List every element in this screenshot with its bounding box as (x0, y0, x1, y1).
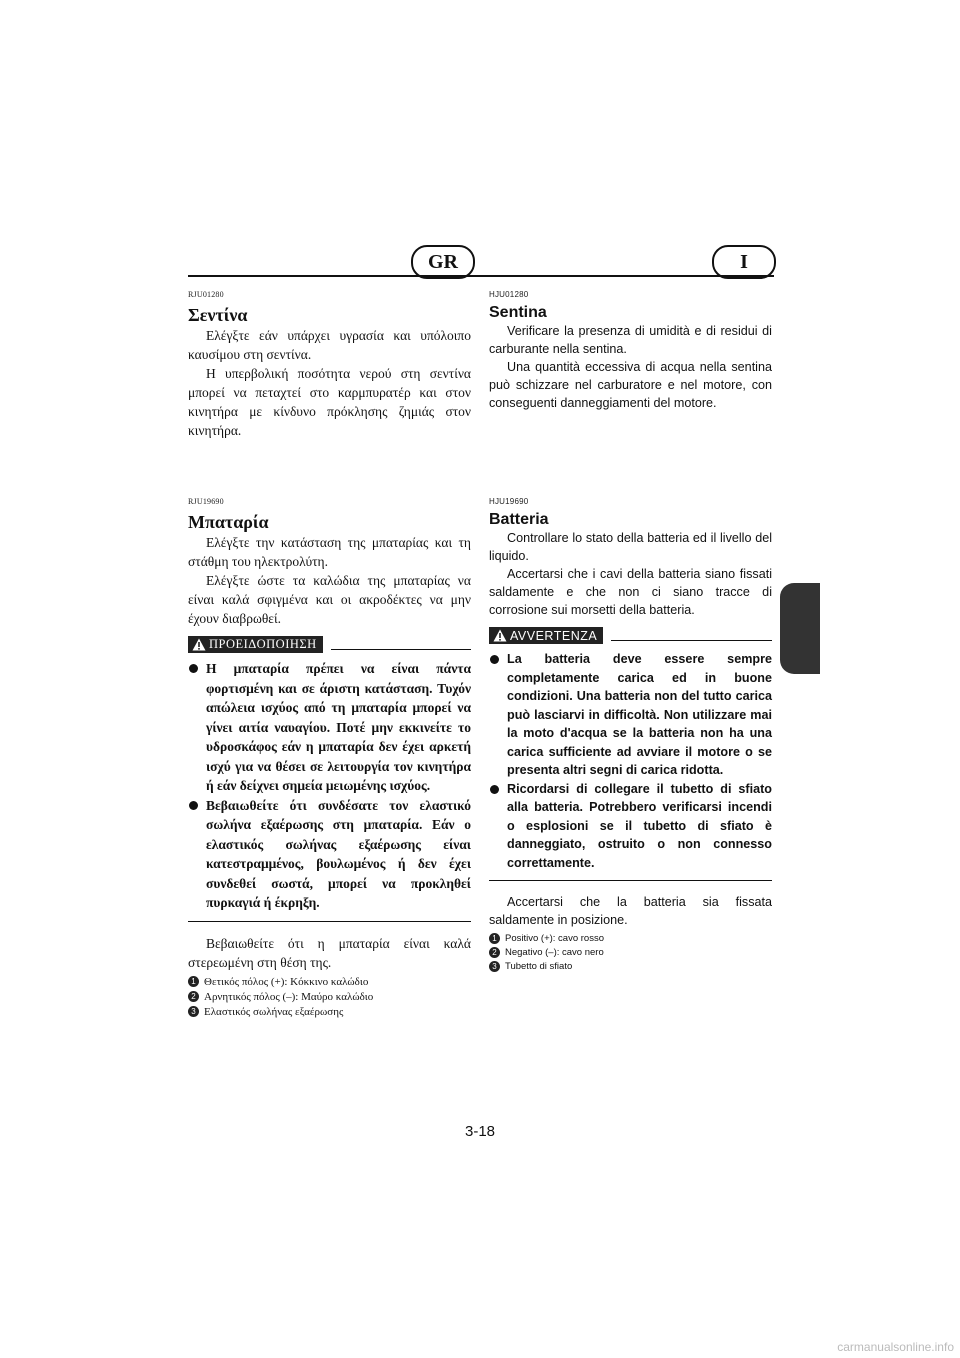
gr-battery-code: RJU19690 (188, 497, 224, 506)
it-battery-paragraph: Controllare lo stato della batteria ed il livello del liquido. (489, 531, 772, 563)
gr-legend-text: Αρνητικός πόλος (–): Μαύρο καλώδιο (204, 990, 374, 1003)
it-legend-text: Tubetto di sfiato (505, 961, 573, 972)
it-warning-rule (611, 640, 772, 641)
gr-warning-label-text: ΠΡΟΕΙΔΟΠΟΙΗΣΗ (209, 637, 317, 651)
it-legend-item (489, 961, 772, 972)
it-warning-label (489, 627, 603, 644)
it-warning-label-text: AVVERTENZA (510, 628, 598, 643)
it-battery-after: Accertarsi che la batteria sia fissata saldamente in posizione. (489, 895, 772, 927)
it-bilge-paragraph: Una quantità eccessiva di acqua nella sentina può schizzare nel carburatore e nel motore, con conseguenti danneggiamenti del motore. (489, 360, 772, 410)
gr-legend-text: Θετικός πόλος (+): Κόκκινο καλώδιο (204, 975, 369, 988)
warning-triangle-icon (493, 629, 507, 642)
it-battery-title: Batteria (489, 511, 549, 528)
it-legend-item (489, 947, 772, 958)
gr-bilge-section (188, 290, 471, 440)
it-battery-paragraph: Accertarsi che i cavi della batteria siano fissati saldamente e che non ci siano tracce di corrosione sui morsetti della batteria. (489, 567, 772, 617)
gr-bilge-paragraph: Ελέγξτε εάν υπάρχει υγρασία και υπόλοιπο καυσίμου στη σεντίνα. (188, 328, 471, 362)
it-bilge-code: HJU01280 (489, 290, 529, 299)
chapter-side-tab (780, 583, 820, 674)
gr-legend-item (188, 976, 471, 988)
it-battery-section (489, 497, 772, 972)
gr-legend (188, 976, 471, 1018)
it-bilge-title: Sentina (489, 304, 547, 321)
gr-warning-rule (331, 649, 471, 650)
gr-legend-item (188, 991, 471, 1003)
header-rule (188, 275, 774, 277)
legend-number-badge: 1 (489, 933, 500, 944)
legend-number-badge: 3 (489, 961, 500, 972)
lang-badge-greek: GR (411, 245, 475, 279)
it-warning-item: Ricordarsi di collegare il tubetto di sfiato alla batteria. Potrebbero verificarsi incendi o esplosioni se il tubetto di sfiato è danneggiato, ostruito o non connesso correttamente. (489, 780, 772, 873)
gr-bilge-title: Σεντίνα (188, 305, 248, 325)
page-number: 3-18 (464, 1123, 496, 1140)
it-bilge-section (489, 290, 772, 412)
gr-legend-item (188, 1006, 471, 1018)
gr-battery-section (188, 497, 471, 1018)
it-bilge-paragraph: Verificare la presenza di umidità e di residui di carburante nella sentina. (489, 324, 772, 356)
legend-number-badge: 2 (188, 991, 199, 1002)
gr-bilge-code: RJU01280 (188, 290, 224, 299)
it-legend-text: Negativo (–): cavo nero (505, 947, 604, 958)
watermark: carmanualsonline.info (837, 1340, 954, 1354)
it-legend-item (489, 933, 772, 944)
gr-battery-paragraph: Ελέγξτε ώστε τα καλώδια της μπαταρίας να είναι καλά σφιγμένα και οι ακροδέκτες να μην έχουν διαβρωθεί. (188, 573, 471, 626)
gr-warning-end-rule (188, 921, 471, 922)
legend-number-badge: 3 (188, 1006, 199, 1017)
gr-battery-title: Μπαταρία (188, 512, 269, 532)
lang-badge-italian: I (712, 245, 776, 279)
it-legend (489, 933, 772, 972)
it-warning-header (489, 627, 772, 644)
gr-bilge-paragraph: Η υπερβολική ποσότητα νερού στη σεντίνα μπορεί να πεταχτεί στο καρμπυρατέρ και στον κινητήρα με κίνδυνο πρόκλησης ζημιάς στον κινητήρα. (188, 366, 471, 438)
gr-legend-text: Ελαστικός σωλήνας εξαέρωσης (204, 1005, 344, 1018)
legend-number-badge: 1 (188, 976, 199, 987)
gr-warning-header (188, 636, 471, 653)
gr-warning-item: Βεβαιωθείτε ότι συνδέσατε τον ελαστικό σωλήνα εξαέρωσης στη μπαταρία. Εάν ο ελαστικός σωλήνας εξαέρωσης είναι κατεστραμμένος, βουλωμένος ή δεν έχει συνδεθεί σωστά, μπορεί να προκληθεί πυρκαγιά ή έκρηξη. (188, 796, 471, 913)
gr-battery-after: Βεβαιωθείτε ότι η μπαταρία είναι καλά στερεωμένη στη θέση της. (188, 935, 471, 970)
gr-warning-label (188, 636, 323, 653)
legend-number-badge: 2 (489, 947, 500, 958)
gr-warning-list (188, 659, 471, 913)
gr-warning-item: Η μπαταρία πρέπει να είναι πάντα φορτισμένη και σε άριστη κατάσταση. Τυχόν απώλεια ισχύος από τη μπαταρία μπορεί να γίνει αιτία ναυαγίου. Ποτέ μην εκκινείτε το υδροσκάφος εάν η μπαταρία δεν έχει αρκετή ισχύ για να θέσει σε λειτουργία τον κινητήρα ή εάν δείχνει σημεία μειωμένης ισχύος. (188, 659, 471, 796)
it-warning-list (489, 650, 772, 872)
it-warning-item: La batteria deve essere sempre completamente carica ed in buone condizioni. Una batteria non del tutto carica può lasciarvi in difficoltà. Non utilizzare mai la moto d'acqua se la batteria non ha una carica sufficiente ad avviare il motore o se presenta altri segni di carica ridotta. (489, 650, 772, 780)
gr-battery-paragraph: Ελέγξτε την κατάσταση της μπαταρίας και τη στάθμη του ηλεκτρολύτη. (188, 535, 471, 569)
it-warning-end-rule (489, 880, 772, 881)
warning-triangle-icon (192, 638, 206, 651)
it-legend-text: Positivo (+): cavo rosso (505, 933, 604, 944)
it-battery-code: HJU19690 (489, 497, 529, 506)
